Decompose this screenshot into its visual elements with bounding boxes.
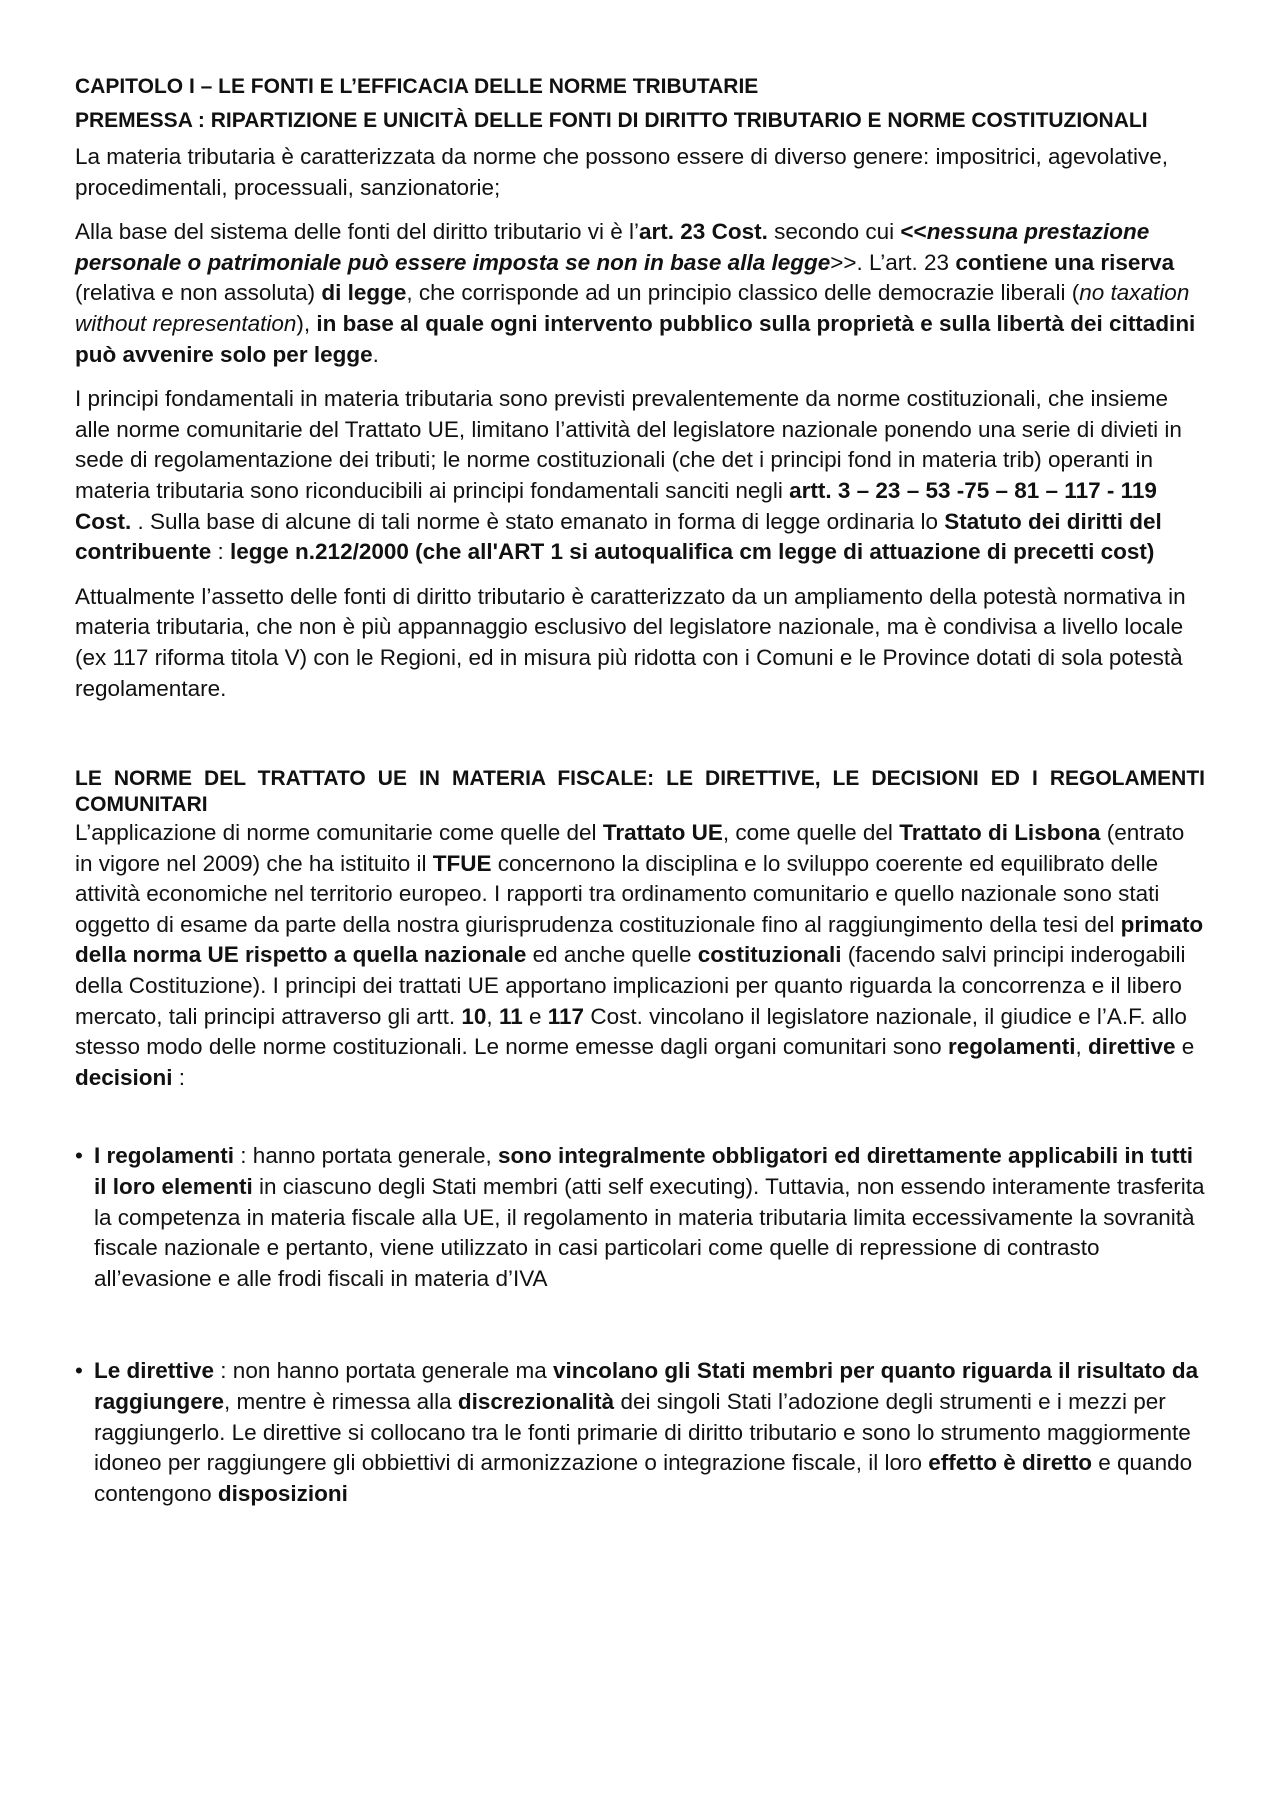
bullet-list [75,1141,1205,1509]
paragraph-materia-tributaria: La materia tributaria è caratterizzata da norme che possono essere di diverso genere: impositrici, agevolative, procedimentali, processuali, sanzionatorie; [75,144,1169,200]
section-title-trattato-ue: LE NORME DEL TRATTATO UE IN MATERIA FISCALE: LE DIRETTIVE, LE DECISIONI ED I REGOLAMENTI COMUNITARI [75,767,1205,817]
list-item-direttive: • Le direttive : non hanno portata generale ma vincolano gli Stati membri per quanto riguarda il risultato da raggiungere, mentre è rimessa alla discrezionalità dei singoli Stati l’adozione degli strumenti e i mezzi per raggiungerlo. Le direttive si collocano tra le fonti primarie di diritto tributario e sono lo strumento maggiormente idoneo per raggiungere gli obbiettivi di armonizzazione o integrazione fiscale, il loro effetto è diretto e quando contengono disposizioni [75,1356,1205,1509]
section-trattato-ue [75,766,1205,1509]
paragraph-art-23: Alla base del sistema delle fonti del diritto tributario vi è l’art. 23 Cost. secondo cui <<nessuna prestazione personale o patrimoniale può essere imposta se non in base alla legge>>. L’art. 23 contiene una riserva (relativa e non assoluta) di legge, che corrisponde ad un principio classico delle democrazie liberali (no taxation without representation), in base al quale ogni intervento pubblico sulla proprietà e sulla libertà dei cittadini può avvenire solo per legge. [75,219,1196,367]
paragraph-norme-comunitarie: L’applicazione di norme comunitarie come quelle del Trattato UE, come quelle del Trattato di Lisbona (entrato in vigore nel 2009) che ha istituito il TFUE concernono la disciplina e lo sviluppo coerente ed equilibrato delle attività economiche nel territorio europeo. I rapporti tra ordinamento comunitario e quello nazionale sono stati oggetto di esame da parte della nostra giurisprudenza costituzionale fino al raggiungimento della tesi del primato della norma UE rispetto a quella nazionale ed anche quelle costituzionali (facendo salvi principi inderogabili della Costituzione). I principi dei trattati UE apportano implicazioni per quanto riguarda la concorrenza e il libero mercato, tali principi attraverso gli artt. 10, 11 e 117 Cost. vincolano il legislatore nazionale, il giudice e l’A.F. allo stesso modo delle norme costituzionali. Le norme emesse dagli organi comunitari sono regolamenti, direttive e decisioni : [75,820,1204,1090]
paragraph-assetto-fonti: Attualmente l’assetto delle fonti di diritto tributario è caratterizzato da un ampliamento della potestà normativa in materia tributaria, che non è più appannaggio esclusivo del legislatore nazionale, ma è condivisa a livello locale (ex 117 riforma titola V) con le Regioni, ed in misura più ridotta con i Comuni e le Province dotati di sola potestà regolamentare. [75,583,1186,701]
paragraph-principi-fondamentali: I principi fondamentali in materia tributaria sono previsti prevalentemente da norme costituzionali, che insieme alle norme comunitarie del Trattato UE, limitano l’attività del legislatore nazionale ponendo una serie di divieti in sede di regolamentazione dei tributi; le norme costituzionali (che det i principi fond in materia trib) operanti in materia tributaria sono riconducibili ai principi fondamentali sanciti negli artt. 3 – 23 – 53 -75 – 81 – 117 - 119 Cost. . Sulla base di alcune di tali norme è stato emanato in forma di legge ordinaria lo Statuto dei diritti del contribuente : legge n.212/2000 (che all'ART 1 si autoqualifica cm legge di attuazione di precetti cost) [75,386,1182,565]
premessa-title: PREMESSA : RIPARTIZIONE E UNICITÀ DELLE FONTI DI DIRITTO TRIBUTARIO E NORME COSTITUZIONALI [75,109,1148,132]
chapter-title: CAPITOLO I – LE FONTI E L’EFFICACIA DELLE NORME TRIBUTARIE [75,75,759,98]
list-item-regolamenti: • I regolamenti : hanno portata generale, sono integralmente obbligatori ed direttamente applicabili in tutti il loro elementi in ciascuno degli Stati membri (atti self executing). Tuttavia, non essendo interamente trasferita la competenza in materia fiscale alla UE, il regolamento in materia tributaria limita eccessivamente la sovranità fiscale nazionale e pertanto, viene utilizzato in casi particolari come quelle di repressione di contrasto all’evasione e alle frodi fiscali in materia d’IVA [75,1141,1205,1294]
